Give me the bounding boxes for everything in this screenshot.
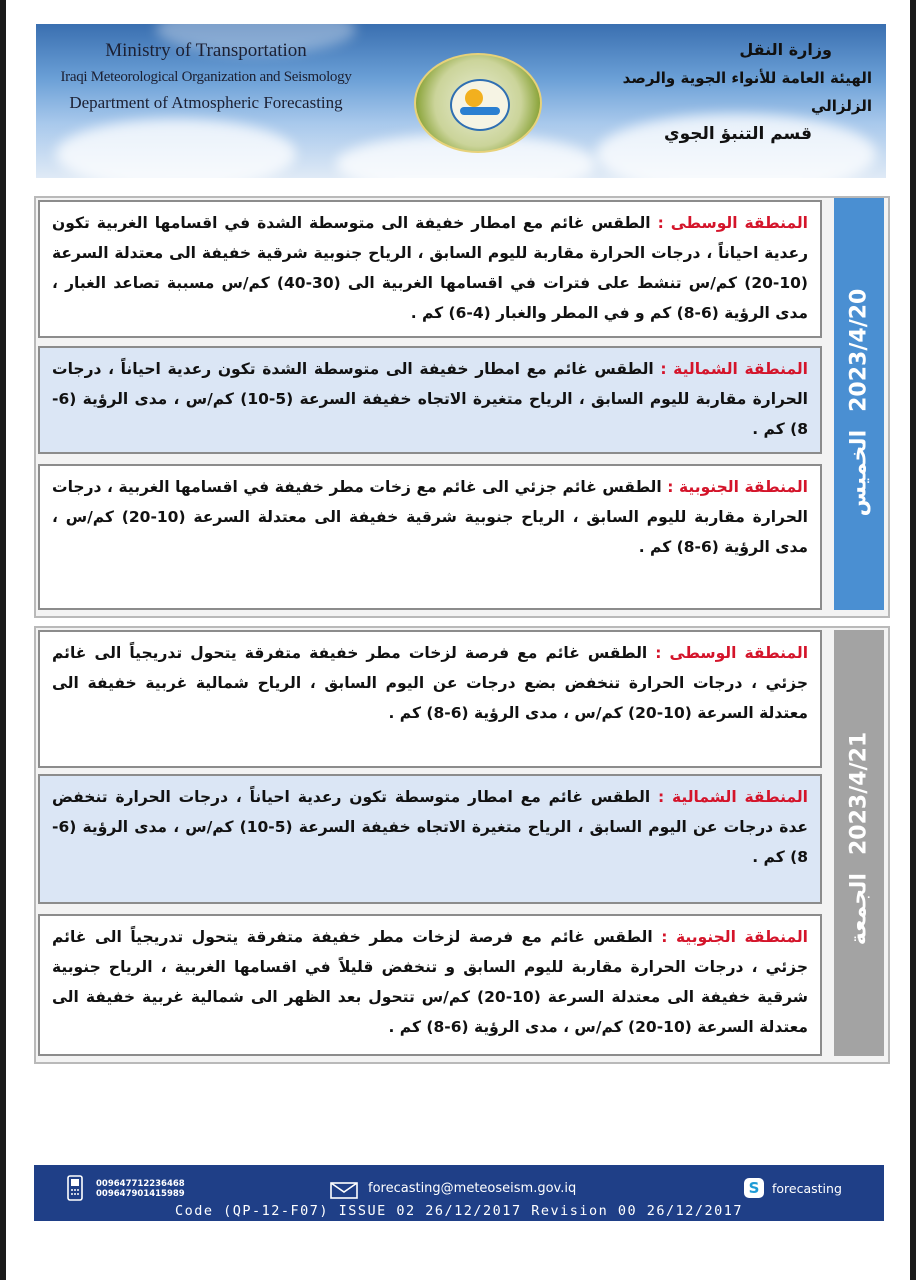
department-name-en: Department of Atmospheric Forecasting <box>69 93 343 112</box>
south-region-forecast <box>38 464 822 610</box>
date-label-day-2 <box>847 656 872 1022</box>
phone-number[interactable]: 009647712236468 <box>96 1179 185 1189</box>
forecast-text: الطقس غائم جزئي الى غائم مع زخات مطر خفيفة في اقسامها الغربية ، درجات الحرارة مقاربة لليوم السابق ، الرياح جنوبية شرقية خفيفة الى معتدلة السرعة (10-20) كم/س ، مدى الرؤية (6-8) كم . <box>52 478 808 556</box>
organization-name-en: Iraqi Meteorological Organization and Seismology <box>60 69 352 85</box>
north-region-forecast <box>38 774 822 904</box>
region-label: المنطقة الجنوبية : <box>667 478 808 496</box>
cloud-decoration <box>56 119 296 178</box>
phone-number[interactable]: 009647901415989 <box>96 1189 185 1199</box>
skype-icon: S <box>744 1178 764 1198</box>
footer-bar <box>34 1165 884 1221</box>
header-arabic <box>572 36 872 148</box>
department-name-ar: قسم التنبؤ الجوي <box>664 124 812 144</box>
document-code: Code (QP-12-F07) ISSUE 02 26/12/2017 Revision 00 26/12/2017 <box>174 1203 744 1219</box>
date-label-day-1 <box>847 220 872 586</box>
forecast-text: الطقس غائم مع امطار متوسطة تكون رعدية احياناً ، درجات الحرارة تنخفض عدة درجات عن اليوم السابق ، الرياح متغيرة الاتجاه خفيفة السرعة (5-10) كم/س ، مدى الرؤية (6-8) كم . <box>52 788 808 866</box>
central-region-forecast <box>38 200 822 338</box>
sun-icon <box>465 89 483 107</box>
date-bar-day-1 <box>834 198 884 610</box>
region-label: المنطقة الشمالية : <box>657 788 808 806</box>
south-region-forecast <box>38 914 822 1056</box>
date-value: 2023/4/20 <box>846 288 872 412</box>
skype-handle[interactable]: forecasting <box>772 1181 842 1196</box>
forecast-text: الطقس غائم مع فرصة لزخات مطر خفيفة متفرقة يتحول تدريجياً الى غائم جزئي ، درجات الحرارة تنخفض بضع درجات عن اليوم السابق ، الرياح شمالية غربية خفيفة الى معتدلة السرعة (10-20) كم/س ، مدى الرؤية (6-8) كم . <box>52 644 808 722</box>
logo-emblem <box>450 79 510 131</box>
north-region-forecast <box>38 346 822 454</box>
day-name: الجمعة <box>846 873 872 946</box>
ministry-name-ar: وزارة النقل <box>739 40 832 59</box>
phone-numbers <box>96 1179 185 1199</box>
region-label: المنطقة الوسطى : <box>657 214 808 232</box>
header-english <box>46 38 366 116</box>
forecast-text: الطقس غائم مع فرصة لزخات مطر خفيفة متفرقة يتحول تدريجياً الى غائم جزئي ، درجات الحرارة مقاربة لليوم السابق و تنخفض قليلاً في اقسامها الغربية ، الرياح جنوبية شرقية خفيفة الى معتدلة السرعة (10-20) كم/س تتحول بعد الظهر الى شمالية غربية خفيفة الى معتدلة السرعة (10-20) كم/س ، مدى الرؤية (6-8) كم . <box>52 928 808 1036</box>
organization-name-ar: الهيئة العامة للأنواء الجوية والرصد الزلزالي <box>622 69 872 115</box>
organization-logo <box>414 53 542 153</box>
mail-icon <box>330 1182 358 1199</box>
region-label: المنطقة الجنوبية : <box>661 928 808 946</box>
day-name: الخميس <box>846 429 872 517</box>
ministry-name-en: Ministry of Transportation <box>105 40 307 61</box>
water-icon <box>460 107 500 115</box>
email-link[interactable]: forecasting@meteoseism.gov.iq <box>368 1181 577 1196</box>
region-label: المنطقة الوسطى : <box>655 644 809 662</box>
date-bar-day-2 <box>834 630 884 1056</box>
region-label: المنطقة الشمالية : <box>660 360 808 378</box>
phone-icon <box>66 1175 84 1201</box>
date-value: 2023/4/21 <box>846 731 872 856</box>
central-region-forecast <box>38 630 822 768</box>
forecast-text: الطقس غائم مع امطار خفيفة الى متوسطة الشدة تكون رعدية احياناً ، درجات الحرارة مقاربة لليوم السابق ، الرياح متغيرة الاتجاه خفيفة السرعة (5-10) كم/س ، مدى الرؤية (6-8) كم . <box>52 360 808 438</box>
forecast-text: الطقس غائم مع امطار خفيفة الى متوسطة الشدة في اقسامها الغربية تكون رعدية احياناً ، درجات الحرارة مقاربة لليوم السابق ، الرياح جنوبية شرقية خفيفة الى معتدلة السرعة (10-20) كم/س تنشط على فترات في اقسامها الغربية الى (30-40) كم/س مسببة تصاعد الغبار ، مدى الرؤية (6-8) كم و في المطر والغبار (4-6) كم . <box>52 214 808 322</box>
letterhead <box>36 24 886 178</box>
